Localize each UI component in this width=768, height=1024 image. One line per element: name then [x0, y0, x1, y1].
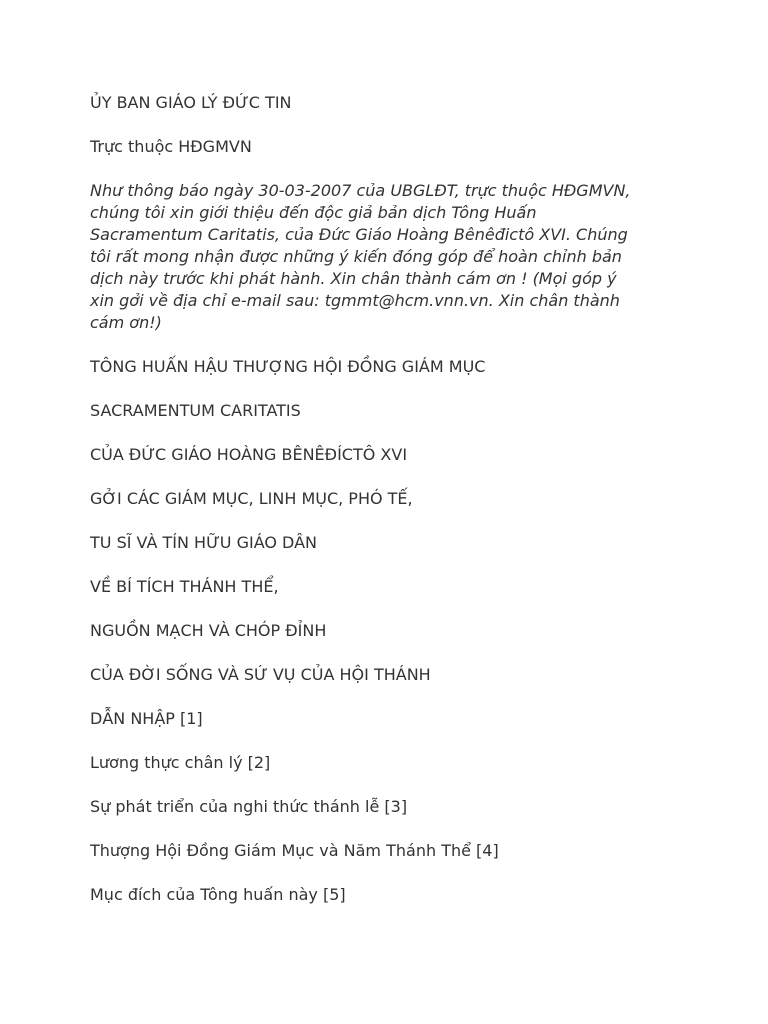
toc-entry: Mục đích của Tông huấn này [5] [90, 885, 346, 904]
toc-entry: DẪN NHẬP [1] [90, 709, 203, 728]
document-title-line: TU SĨ VÀ TÍN HỮU GIÁO DÂN [90, 533, 317, 552]
committee-affiliation: Trực thuộc HĐGMVN [90, 137, 252, 156]
document-title-line: VỀ BÍ TÍCH THÁNH THỂ, [90, 577, 279, 596]
intro-note-line: Như thông báo ngày 30-03-2007 của UBGLĐT, trực thuộc HĐGMVN, [90, 181, 631, 200]
document-title-line: GỞI CÁC GIÁM MỤC, LINH MỤC, PHÓ TẾ, [90, 489, 413, 508]
document-title-line: SACRAMENTUM CARITATIS [90, 401, 301, 420]
intro-note-line: dịch này trước khi phát hành. Xin chân thành cám ơn ! (Mọi góp ý [90, 269, 617, 288]
document-page [90, 92, 690, 906]
toc-entry: Thượng Hội Đồng Giám Mục và Năm Thánh Thể [4] [90, 841, 499, 860]
document-title-line: CỦA ĐỨC GIÁO HOÀNG BÊNÊĐÍCTÔ XVI [90, 445, 408, 464]
intro-note-line: chúng tôi xin giới thiệu đến độc giả bản dịch Tông Huấn [90, 203, 537, 222]
toc-entry: Lương thực chân lý [2] [90, 753, 271, 772]
toc-entry: Sự phát triển của nghi thức thánh lễ [3] [90, 797, 408, 816]
document-title-line: NGUỒN MẠCH VÀ CHÓP ĐỈNH [90, 621, 327, 640]
intro-note-line: tôi rất mong nhận được những ý kiến đóng góp để hoàn chỉnh bản [90, 247, 622, 266]
intro-note-line: cám ơn!) [90, 313, 162, 332]
intro-note-line: xin gởi về địa chỉ e-mail sau: tgmmt@hcm.vnn.vn. Xin chân thành [90, 291, 620, 310]
document-title-line: CỦA ĐỜI SỐNG VÀ SỨ VỤ CỦA HỘI THÁNH [90, 665, 431, 684]
committee-heading: ỦY BAN GIÁO LÝ ĐỨC TIN [90, 93, 292, 112]
document-title-line: TÔNG HUẤN HẬU THƯỢNG HỘI ĐỒNG GIÁM MỤC [90, 357, 486, 376]
intro-note-line: Sacramentum Caritatis, của Đức Giáo Hoàng Bênêđictô XVI. Chúng [90, 225, 628, 244]
intro-note [90, 180, 690, 334]
